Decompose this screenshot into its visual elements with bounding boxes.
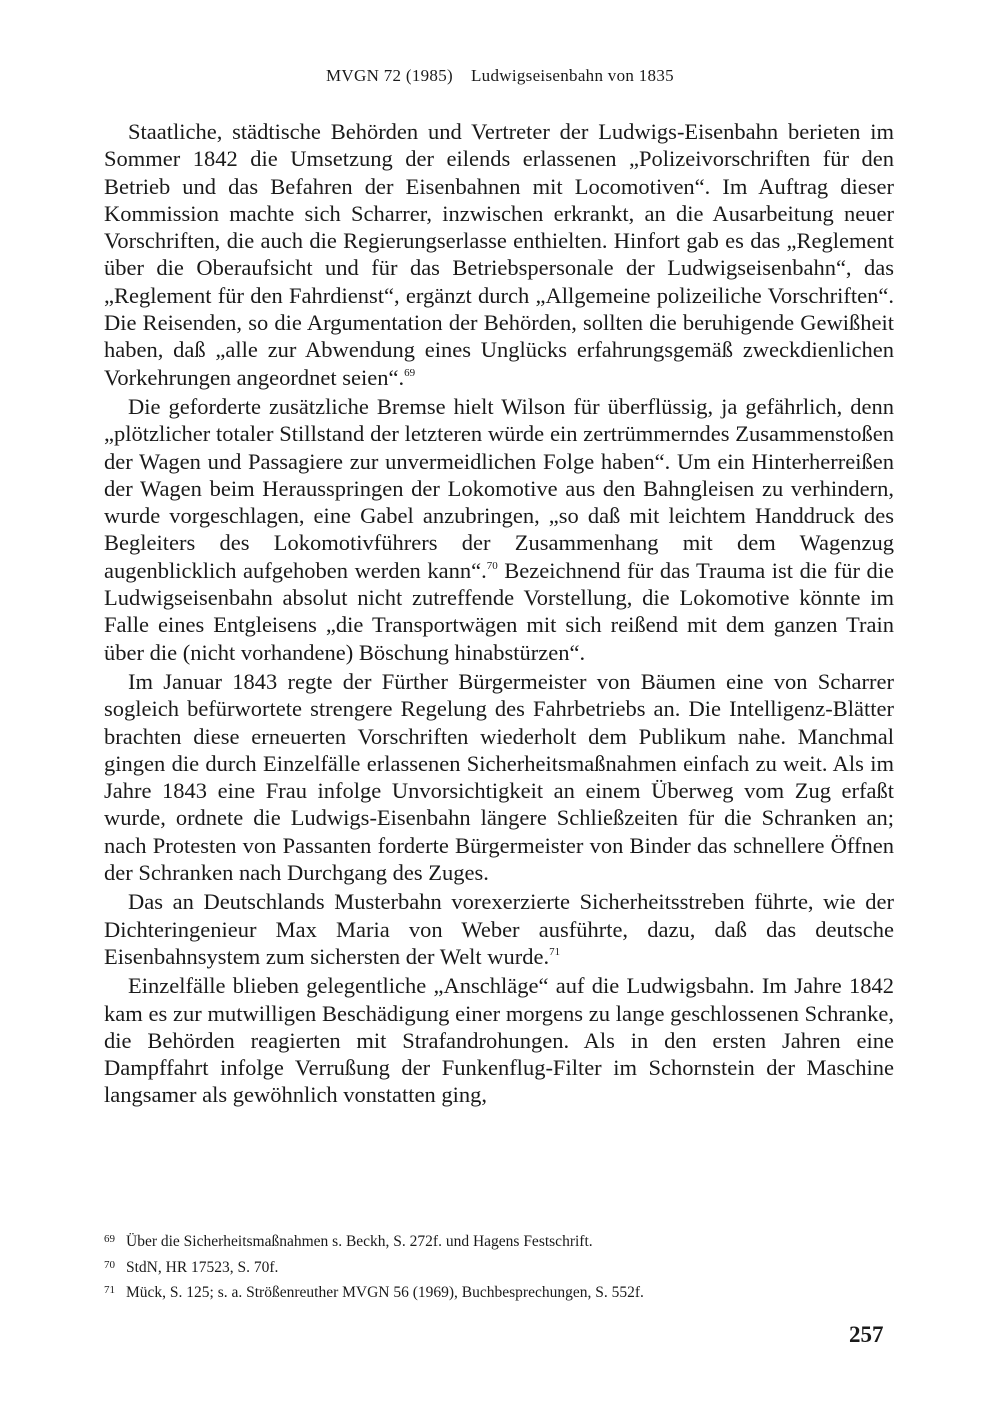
paragraph: Die geforderte zusätzliche Bremse hielt Wilson für überflüssig, ja gefährlich, denn „plötzlicher totaler Stillstand der letzteren würde ein zertrümmerndes Zusammenstoßen der Wagen und Passagiere zur unvermeidlichen Folge haben“. Um ein Hinterherreißen der Wagen beim Herausspringen der Lokomotive aus den Bahngleisen zu verhindern, wurde vorgeschlagen, eine Gabel anzubringen, „so daß mit leichtem Handdruck des Begleiters des Lokomotivführers der Zusammenhang mit dem Wagenzug augenblicklich aufgehoben werden kann“.$^{70}$ Bezeichnend für das Trauma ist die für die Ludwigseisenbahn absolut nicht zutreffende Vorstellung, die Lokomotive könnte im Falle eines Entgleisens „die Transportwägen mit sich reißend mit dem ganzen Train über die (nicht vorhandene) Böschung hinabstürzen“. bbox=[104, 393, 895, 665]
footnote bbox=[104, 1254, 894, 1280]
footnote bbox=[104, 1228, 894, 1254]
footnote-text: StdN, HR 17523, S. 70f. bbox=[126, 1258, 279, 1276]
footnote bbox=[104, 1279, 894, 1305]
journal-reference: MVGN 72 (1985) bbox=[326, 66, 453, 85]
paragraph: Einzelfälle blieben gelegentliche „Anschläge“ auf die Ludwigsbahn. Im Jahre 1842 kam es zur mutwilligen Beschädigung einer morgens zu lange geschlossenen Schranke, die Behörden reagierten mit Strafandrohungen. Als in den ersten Jahren eine Dampffahrt infolge Verrußung der Funkenflug-Filter im Schornstein der Maschine langsamer als gewöhnlich vonstatten ging, bbox=[104, 973, 894, 1108]
footnote-number: 71 bbox=[104, 1284, 115, 1296]
footnote-number: 69 bbox=[104, 1233, 115, 1245]
footnotes bbox=[104, 1228, 894, 1305]
footnote-text: Über die Sicherheitsmaßnahmen s. Beckh, S. 272f. und Hagens Festschrift. bbox=[126, 1233, 593, 1250]
running-head bbox=[0, 66, 1000, 86]
footnote-ref[interactable]: 69 bbox=[404, 366, 416, 379]
page-number: 257 bbox=[849, 1322, 884, 1347]
paragraph: Im Januar 1843 regte der Fürther Bürgermeister von Bäumen eine von Scharrer sogleich befürwortete strengere Regelung des Fahrbetriebs an. Die Intelligenz-Blätter brachten diese erneuerten Vorschriften wiederholt dem Publikum nahe. Manchmal gingen die durch Einzelfälle erlassenen Sicherheitsmaßnahmen einfach zu weit. Als im Jahre 1843 eine Frau infolge Unvorsichtigkeit an einem Überweg vom Zug erfaßt wurde, ordnete die Ludwigs-Eisenbahn längere Schließzeiten für die Schranken an; nach Protesten von Passanten forderte Bürgermeister von Binder das schnellere Öffnen der Schranken nach Durchgang des Zuges. bbox=[104, 668, 894, 886]
paragraph: Das an Deutschlands Musterbahn vorexerzierte Sicherheitsstreben führte, wie der Dichteringenieur Max Maria von Weber ausführte, dazu, daß das deutsche Eisenbahnsystem zum sichersten der Welt wurde.$^{71}$ bbox=[104, 889, 894, 969]
footnote-ref[interactable]: 70 bbox=[486, 559, 498, 572]
paragraph: Staatliche, städtische Behörden und Vertreter der Ludwigs-Eisenbahn berieten im Sommer 1842 die Umsetzung der eilends erlassenen „Polizeivorschriften für den Betrieb und das Befahren der Eisenbahnen mit Locomotiven“. Im Auftrag dieser Kommission machte sich Scharrer, inzwischen erkrankt, an die Ausarbeitung neuer Vorschriften, die auch die Regierungserlasse enthielten. Hinfort gab es das „Reglement über die Oberaufsicht und für das Betriebspersonale der Ludwigseisenbahn“, das „Reglement für den Fahrdienst“, ergänzt durch „Allgemeine polizeiliche Vorschriften“. Die Reisenden, so die Argumentation der Behörden, sollten die beruhigende Gewißheit haben, daß „alle zur Abwendung eines Unglücks erfahrungsgemäß zweckdienlichen Vorkehrungen angeordnet seien“.$^{69}$ bbox=[104, 119, 894, 390]
footnote-number: 70 bbox=[104, 1258, 115, 1271]
footnote-ref[interactable]: 71 bbox=[549, 945, 561, 958]
footnote-text: Mück, S. 125; s. a. Strößenreuther MVGN 56 (1969), Buchbesprechungen, S. 552f. bbox=[126, 1284, 644, 1301]
article-title: Ludwigseisenbahn von 1835 bbox=[470, 66, 674, 85]
body-text bbox=[104, 118, 894, 1111]
